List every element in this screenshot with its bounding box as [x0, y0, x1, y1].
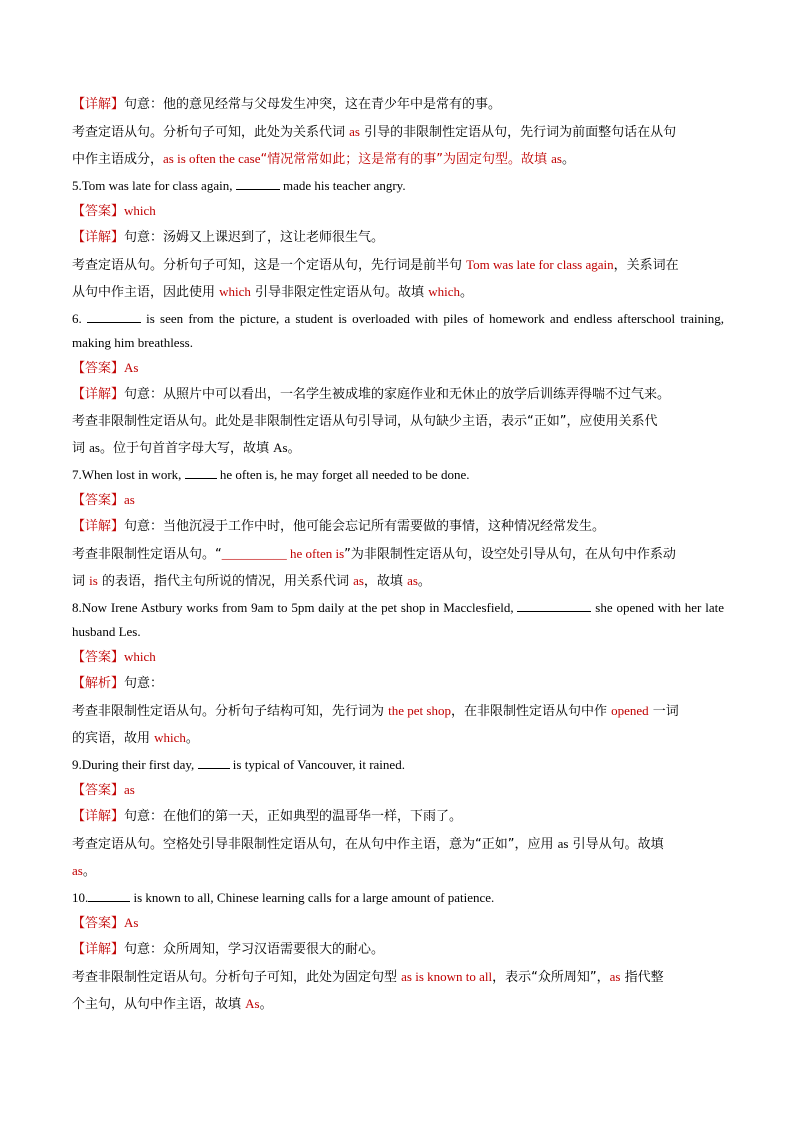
answer-line [72, 198, 724, 226]
section-tag: 【答案】 [72, 360, 125, 376]
question-text: made his teacher angry. [279, 177, 406, 193]
analysis-line [72, 568, 724, 596]
answer-blank[interactable] [88, 890, 130, 902]
section-tag: 【答案】 [72, 915, 125, 931]
section-tag: 【详解】 [72, 387, 125, 402]
translation-text: 句意：在他们的第一天，正如典型的温哥华一样，下雨了。 [124, 809, 463, 824]
explanation-line [72, 382, 724, 409]
analysis-line [72, 435, 724, 463]
analysis-text: 词 [72, 441, 90, 456]
analysis-text: ，在非限制性定语从句中作 [450, 703, 612, 719]
question-text: 9.During their first day, [72, 756, 198, 772]
analysis-text: which [219, 284, 251, 299]
analysis-text: opened [611, 702, 649, 718]
analysis-text: which [428, 284, 460, 299]
answer-value: As [124, 914, 139, 930]
translation-text: 句意：他的意见经常与父母发生冲突，这在青少年中是常有的事。 [124, 97, 502, 112]
explanation-line [72, 671, 724, 698]
analysis-text: 。 [417, 574, 431, 589]
analysis-text: 考查非限制性定语从句。此处是非限制性定语从句引导词，从句缺少主语，表示“正如”，应使用关系代 [72, 413, 658, 429]
analysis-line [72, 698, 724, 726]
analysis-text: as [72, 863, 83, 878]
question-text: he often is, he may forget all needed to be done. [216, 466, 470, 482]
answer-line [72, 355, 724, 383]
analysis-text: 考查定语从句。分析句子可知，此处为关系代词 [72, 124, 350, 140]
section-tag: 【详解】 [72, 809, 125, 824]
section-tag: 【详解】 [72, 942, 125, 957]
analysis-line [72, 252, 724, 280]
analysis-text: ，故填 [363, 574, 408, 589]
question-text: 7.When lost in work, [72, 466, 185, 482]
question-paragraph [72, 596, 724, 644]
analysis-text: 。 [185, 731, 199, 746]
analysis-text: is [89, 573, 98, 588]
analysis-text: 词 [72, 574, 90, 589]
analysis-text: 的宾语，故用 [72, 731, 155, 746]
analysis-line [72, 119, 724, 147]
analysis-text: as [551, 151, 562, 166]
analysis-line [72, 409, 724, 436]
analysis-text: __________ he often is [221, 545, 345, 561]
section-tag: 【答案】 [72, 492, 125, 508]
question-text: is typical of Vancouver, it rained. [229, 756, 405, 772]
analysis-text: as [89, 440, 100, 455]
answer-value: as [124, 781, 135, 797]
answer-value: which [124, 648, 156, 664]
answer-blank[interactable] [185, 467, 217, 479]
question-text: 10. [72, 889, 89, 905]
analysis-text: 引导的非限制性定语从句，先行词为前面整句话在从句 [359, 124, 677, 140]
question-text: is seen from the picture, a student is overloaded with piles of homework and endless afterschool training, making him breathless. [72, 310, 725, 350]
analysis-text: 考查非限制性定语从句。分析句子可知，此处为固定句型 [72, 969, 402, 985]
analysis-text: as is known to all [401, 968, 493, 984]
analysis-line [72, 541, 724, 569]
analysis-text: ，关系词在 [613, 257, 679, 273]
question-text: 8.Now Irene Astbury works from 9am to 5pm daily at the pet shop in Macclesfield, [72, 599, 518, 615]
analysis-line [72, 964, 724, 992]
translation-text: 句意：众所周知，学习汉语需要很大的耐心。 [124, 942, 385, 957]
analysis-text: 一词 [648, 703, 679, 719]
analysis-text: 。位于句首首字母大写，故填 [99, 441, 274, 456]
analysis-text: As [273, 440, 288, 455]
translation-text: 句意： [124, 676, 164, 691]
analysis-text: 考查定语从句。空格处引导非限制性定语从句，在从句中作主语，意为“正如”，应用 [72, 836, 558, 852]
question-text: is known to all, Chinese learning calls for a large amount of patience. [130, 889, 495, 905]
translation-text: 句意：当他沉浸于工作中时，他可能会忘记所有需要做的事情，这种情况经常发生。 [124, 519, 606, 534]
analysis-line [72, 858, 724, 886]
explanation-line [72, 804, 724, 831]
analysis-text: as [407, 573, 418, 588]
analysis-text: 。 [459, 285, 473, 300]
analysis-text: which [154, 730, 186, 745]
answer-blank[interactable] [198, 757, 230, 769]
analysis-text: as [353, 573, 364, 588]
translation-text: 句意：从照片中可以看出，一名学生被成堆的家庭作业和无休止的放学后训练弄得喘不过气来。 [124, 387, 671, 402]
explanation-line [72, 937, 724, 964]
analysis-text: 考查非限制性定语从句。分析句子结构可知，先行词为 [72, 703, 389, 719]
analysis-text: 。 [561, 152, 575, 167]
analysis-line [72, 831, 724, 859]
analysis-text: 引导非限定性定语从句。故填 [250, 285, 429, 300]
section-tag: 【详解】 [72, 519, 125, 534]
analysis-text: 从句中作主语，因此使用 [72, 285, 220, 300]
analysis-text: as [557, 835, 569, 851]
question-text: 6. [72, 310, 87, 326]
section-tag: 【答案】 [72, 649, 125, 665]
question-line [72, 886, 724, 910]
analysis-text: “情况常常如此；这是常有的事”为固定句型。故填 [260, 152, 552, 167]
section-tag: 【答案】 [72, 782, 125, 798]
question-text: she opened with her late husband Les. [72, 599, 724, 639]
analysis-text: as [609, 968, 621, 984]
section-tag: 【详解】 [72, 97, 125, 112]
analysis-line [72, 279, 724, 307]
answer-line [72, 777, 724, 805]
analysis-text: 。 [287, 441, 301, 456]
analysis-text: 。 [82, 864, 96, 879]
analysis-text: 指代整 [620, 969, 664, 985]
analysis-text: 引导从句。故填 [568, 836, 664, 852]
analysis-text: as is often the case [163, 151, 261, 166]
analysis-text: 考查非限制性定语从句。“ [72, 546, 222, 562]
analysis-text: 个主句，从句中作主语，故填 [72, 997, 246, 1012]
document-page [72, 92, 724, 1019]
question-line [72, 753, 724, 777]
analysis-text: 的表语，指代主句所说的情况，用关系代词 [97, 574, 354, 589]
explanation-line [72, 514, 724, 541]
analysis-line [72, 146, 724, 174]
answer-value: As [124, 359, 139, 375]
analysis-text: As [245, 996, 260, 1011]
analysis-text: ，表示“众所周知”， [492, 969, 610, 985]
explanation-line [72, 92, 724, 119]
analysis-text: the pet shop [388, 702, 451, 718]
analysis-text: 。 [259, 997, 273, 1012]
analysis-text: ”为非限制性定语从句，设空处引导从句，在从句中作系动 [344, 546, 676, 562]
answer-line [72, 910, 724, 938]
answer-value: which [124, 202, 156, 218]
analysis-text: Tom was late for class again [466, 256, 614, 272]
analysis-text: 考查定语从句。分析句子可知，这是一个定语从句，先行词是前半句 [72, 257, 467, 273]
answer-blank[interactable] [87, 311, 141, 323]
question-text: 5.Tom was late for class again, [72, 177, 236, 193]
question-line [72, 174, 724, 198]
question-line [72, 463, 724, 487]
question-paragraph [72, 307, 724, 355]
answer-blank[interactable] [236, 178, 280, 190]
section-tag: 【详解】 [72, 230, 125, 245]
answer-line [72, 487, 724, 515]
explanation-line [72, 225, 724, 252]
analysis-text: 中作主语成分， [72, 152, 164, 167]
answer-blank[interactable] [517, 600, 591, 612]
answer-line [72, 644, 724, 672]
analysis-text: as [349, 123, 360, 139]
section-tag: 【解析】 [72, 676, 125, 691]
analysis-line [72, 991, 724, 1019]
answer-value: as [124, 491, 135, 507]
translation-text: 句意：汤姆又上课迟到了，这让老师很生气。 [124, 230, 385, 245]
section-tag: 【答案】 [72, 203, 125, 219]
analysis-line [72, 725, 724, 753]
